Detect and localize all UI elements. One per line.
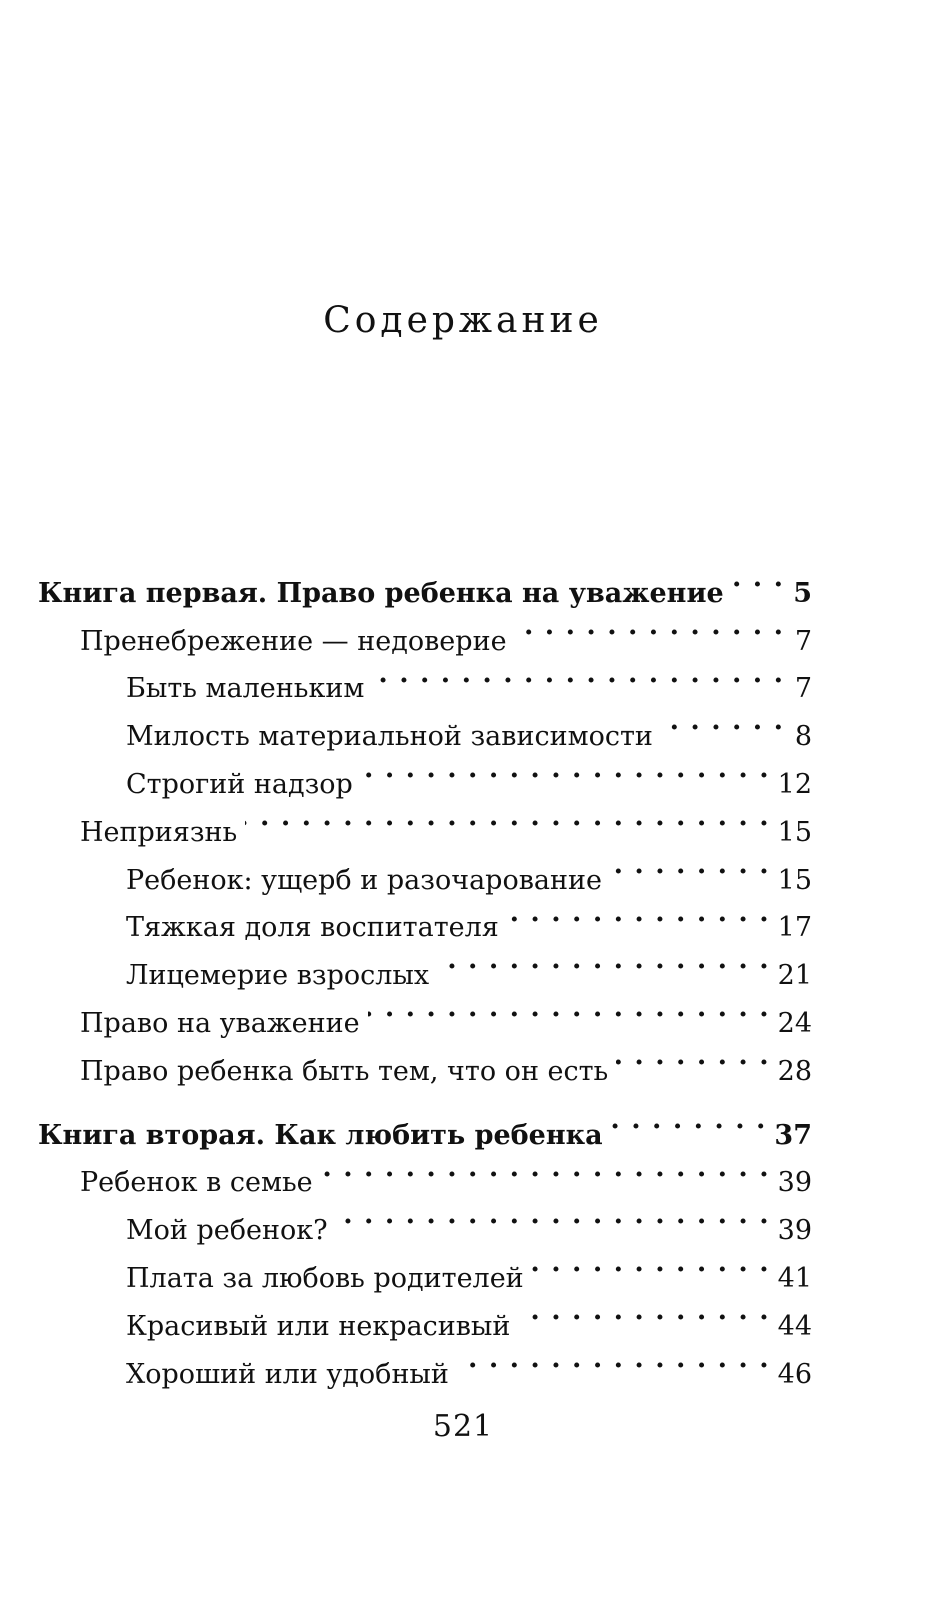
toc-entry-page: 5 xyxy=(793,577,812,609)
toc-entry-label: Пренебрежение — недоверие xyxy=(80,625,507,657)
toc-entry-label: Хороший или удобный xyxy=(126,1358,449,1390)
dot-leader xyxy=(245,793,769,841)
toc-entry-label: Быть маленьким xyxy=(126,673,365,705)
toc-entry-label: Право на уважение xyxy=(80,1007,360,1039)
toc-entry-label: Лицемерие взрослых xyxy=(126,960,430,992)
toc-entry-label: Плата за любовь родителей xyxy=(126,1262,524,1294)
toc-entry-page: 28 xyxy=(777,1055,812,1087)
toc-entry-page: 41 xyxy=(777,1262,812,1294)
toc-entry-label: Неприязнь xyxy=(80,816,238,848)
toc-entry-label: Книга вторая. Как любить ребенка xyxy=(38,1119,603,1151)
toc-entry-page: 12 xyxy=(777,768,812,800)
toc-entry-label: Ребенок: ущерб и разочарование xyxy=(126,864,602,896)
toc-entry-page: 15 xyxy=(777,816,812,848)
toc-entry-page: 44 xyxy=(777,1310,812,1342)
toc-entry-label: Книга первая. Право ребенка на уважение xyxy=(38,577,724,609)
toc-entry-page: 21 xyxy=(777,960,812,992)
page-number: 521 xyxy=(432,1409,494,1444)
dot-leader xyxy=(616,1032,769,1080)
dot-leader xyxy=(611,1096,767,1144)
toc-section-book-1 xyxy=(38,554,812,1087)
toc-entry-page: 39 xyxy=(777,1215,812,1247)
toc-entry-page: 7 xyxy=(794,625,812,657)
toc-entry-page: 17 xyxy=(777,912,812,944)
dot-leader xyxy=(457,1335,770,1383)
dot-leader xyxy=(732,554,784,602)
dot-leader xyxy=(515,602,784,650)
toc-entry-page: 7 xyxy=(794,673,812,705)
dot-leader xyxy=(532,1239,770,1287)
toc-entry-page: 39 xyxy=(777,1167,812,1199)
toc-entry-label: Красивый или некрасивый xyxy=(126,1310,511,1342)
toc-entry-page: 37 xyxy=(774,1119,812,1151)
toc-entry-page: 8 xyxy=(794,721,812,753)
page-title: Содержание xyxy=(323,300,603,341)
toc-entry-label: Строгий надзор xyxy=(126,768,353,800)
toc-entry-label: Право ребенка быть тем, что он есть xyxy=(80,1055,609,1087)
toc-entry-page: 46 xyxy=(777,1358,812,1390)
toc-entry-book-1 xyxy=(38,554,812,609)
toc-entry-page: 15 xyxy=(777,864,812,896)
dot-leader xyxy=(361,745,770,793)
dot-leader xyxy=(661,697,784,745)
toc-entry-label: Ребенок в семье xyxy=(80,1167,313,1199)
dot-leader xyxy=(372,650,784,698)
toc-entry-page: 24 xyxy=(777,1007,812,1039)
toc-entry-label: Милость материальной зависимости xyxy=(126,721,653,753)
toc-section-book-2 xyxy=(38,1096,812,1390)
dot-leader xyxy=(368,984,770,1032)
dot-leader xyxy=(321,1144,770,1192)
table-of-contents xyxy=(38,554,812,1390)
dot-leader xyxy=(336,1191,770,1239)
dot-leader xyxy=(518,1287,769,1335)
toc-entry-label: Мой ребенок? xyxy=(126,1215,328,1247)
dot-leader xyxy=(610,841,770,889)
dot-leader xyxy=(507,889,770,937)
toc-entry-book-2 xyxy=(38,1096,812,1151)
dot-leader xyxy=(437,936,769,984)
toc-entry-label: Тяжкая доля воспитателя xyxy=(126,912,499,944)
